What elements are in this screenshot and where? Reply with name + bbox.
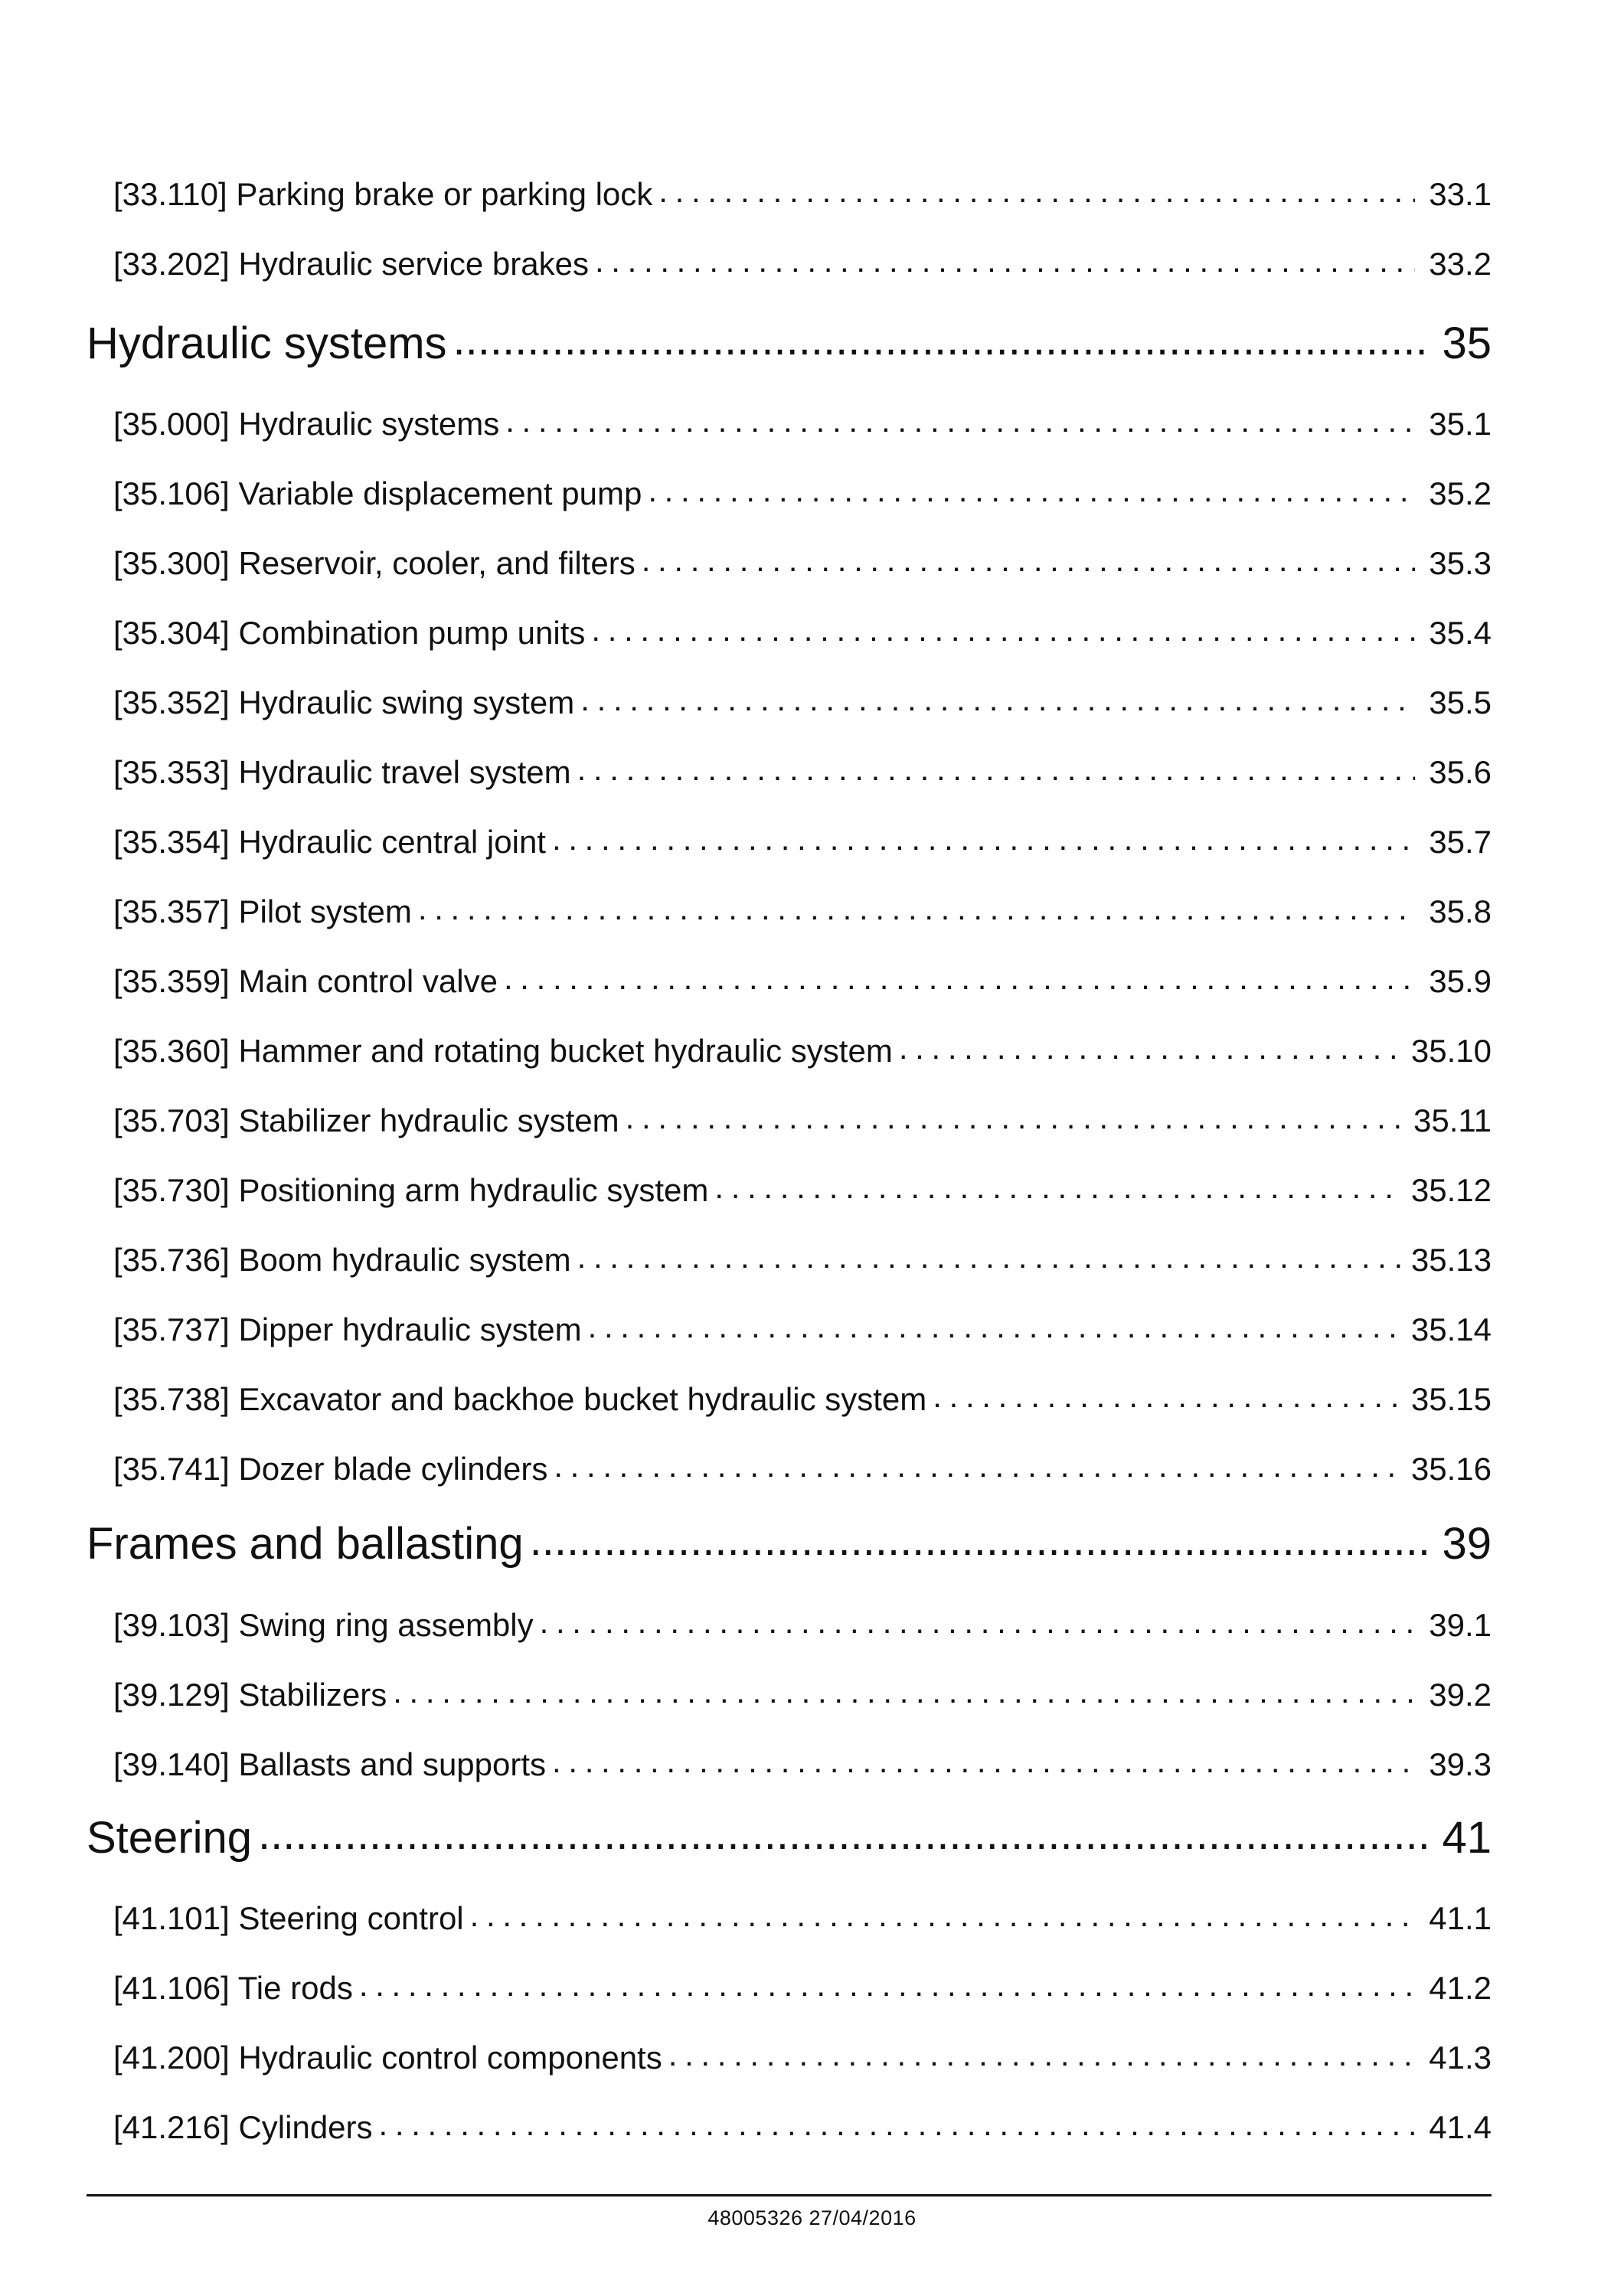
toc-entry-35-738[interactable] xyxy=(113,1378,1492,1424)
dot-leader xyxy=(626,1099,1406,1132)
toc-section-label: Frames and ballasting xyxy=(87,1519,524,1569)
dot-leader xyxy=(899,1030,1403,1062)
dot-leader xyxy=(379,2106,1415,2138)
toc-entry-33-110[interactable] xyxy=(113,173,1492,219)
toc-entry-label: [35.741] Dozer blade cylinders xyxy=(113,1451,548,1487)
toc-entry-page: 33.2 xyxy=(1429,246,1492,282)
toc-section-frames-and-ballasting[interactable] xyxy=(87,1514,1492,1576)
toc-entry-page: 35.11 xyxy=(1413,1102,1492,1138)
toc-entry-label: [35.354] Hydraulic central joint xyxy=(113,824,546,860)
dot-leader xyxy=(933,1378,1403,1410)
toc-entry-35-360[interactable] xyxy=(113,1030,1492,1076)
toc-entry-label: [41.216] Cylinders xyxy=(113,2109,373,2145)
toc-section-steering[interactable] xyxy=(87,1808,1492,1870)
dot-leader xyxy=(588,1308,1403,1341)
dot-leader xyxy=(530,1514,1430,1559)
toc-entry-page: 35.5 xyxy=(1429,684,1492,720)
toc-entry-39-129[interactable] xyxy=(113,1674,1492,1720)
toc-entry-label: [35.304] Combination pump units xyxy=(113,615,586,651)
toc-entry-35-737[interactable] xyxy=(113,1308,1492,1354)
toc-entry-label: [39.103] Swing ring assembly xyxy=(113,1607,534,1643)
toc-entry-label: [35.736] Boom hydraulic system xyxy=(113,1242,571,1278)
dot-leader xyxy=(418,890,1415,923)
toc-entry-label: [33.110] Parking brake or parking lock xyxy=(113,176,653,212)
toc-entry-41-216[interactable] xyxy=(113,2106,1492,2152)
dot-leader xyxy=(554,1448,1403,1480)
toc-entry-page: 35.7 xyxy=(1429,824,1492,860)
toc-entry-label: [33.202] Hydraulic service brakes xyxy=(113,246,589,282)
toc-entry-35-304[interactable] xyxy=(113,612,1492,658)
toc-entry-35-741[interactable] xyxy=(113,1448,1492,1494)
toc-entry-label: [35.000] Hydraulic systems xyxy=(113,406,500,442)
toc-entry-page: 35.12 xyxy=(1410,1172,1492,1208)
dot-leader xyxy=(577,751,1415,783)
dot-leader xyxy=(642,542,1415,574)
toc-entry-page: 39.1 xyxy=(1429,1607,1492,1643)
toc-section-page: 41 xyxy=(1442,1813,1492,1863)
dot-leader xyxy=(505,403,1415,435)
toc-section-page: 39 xyxy=(1442,1519,1492,1569)
toc-entry-page: 41.3 xyxy=(1429,2040,1492,2076)
toc-entry-label: [35.359] Main control valve xyxy=(113,963,498,999)
dot-leader xyxy=(577,1239,1403,1271)
toc-entry-35-352[interactable] xyxy=(113,681,1492,727)
toc-entry-page: 41.4 xyxy=(1429,2109,1492,2145)
toc-entry-35-353[interactable] xyxy=(113,751,1492,797)
toc-entry-35-354[interactable] xyxy=(113,821,1492,867)
toc-section-page: 35 xyxy=(1442,318,1492,368)
toc-entry-35-736[interactable] xyxy=(113,1239,1492,1285)
toc-entry-label: [35.357] Pilot system xyxy=(113,893,412,929)
dot-leader xyxy=(658,173,1415,205)
toc-entry-label: [41.200] Hydraulic control components xyxy=(113,2040,662,2076)
toc-entry-page: 35.15 xyxy=(1410,1381,1492,1417)
toc-entry-label: [35.352] Hydraulic swing system xyxy=(113,684,575,720)
toc-entry-35-730[interactable] xyxy=(113,1169,1492,1215)
toc-entry-35-359[interactable] xyxy=(113,960,1492,1006)
toc-entry-label: [35.106] Variable displacement pump xyxy=(113,475,642,511)
toc-entry-page: 35.6 xyxy=(1429,754,1492,790)
toc-entry-33-202[interactable] xyxy=(113,243,1492,289)
toc-entry-41-200[interactable] xyxy=(113,2036,1492,2082)
dot-leader xyxy=(504,960,1415,992)
toc-entry-page: 35.1 xyxy=(1429,406,1492,442)
toc-entry-page: 39.3 xyxy=(1429,1746,1492,1782)
toc-entry-page: 41.1 xyxy=(1429,1900,1492,1936)
toc-entry-page: 35.14 xyxy=(1410,1311,1492,1347)
toc-entry-page: 35.16 xyxy=(1410,1451,1492,1487)
toc-entry-label: [39.129] Stabilizers xyxy=(113,1677,387,1713)
toc-entry-label: [35.703] Stabilizer hydraulic system xyxy=(113,1102,619,1138)
toc-entry-page: 35.3 xyxy=(1429,545,1492,581)
toc-entry-label: [35.300] Reservoir, cooler, and filters xyxy=(113,545,636,581)
dot-leader xyxy=(648,472,1415,505)
toc-entry-page: 41.2 xyxy=(1429,1970,1492,2006)
toc-entry-41-106[interactable] xyxy=(113,1967,1492,2013)
dot-leader xyxy=(258,1808,1430,1853)
toc-section-label: Steering xyxy=(87,1813,253,1863)
dot-leader xyxy=(552,1743,1415,1775)
toc-section-label: Hydraulic systems xyxy=(87,318,447,368)
dot-leader xyxy=(359,1967,1415,1999)
toc-entry-35-000[interactable] xyxy=(113,403,1492,449)
toc-entry-label: [35.353] Hydraulic travel system xyxy=(113,754,571,790)
dot-leader xyxy=(595,243,1415,275)
toc-entry-page: 35.13 xyxy=(1410,1242,1492,1278)
toc-entry-label: [35.738] Excavator and backhoe bucket hydraulic system xyxy=(113,1381,927,1417)
toc-entry-39-140[interactable] xyxy=(113,1743,1492,1789)
toc-entry-page: 35.8 xyxy=(1429,893,1492,929)
footer-doc-id: 48005326 27/04/2016 xyxy=(707,2206,917,2229)
dot-leader xyxy=(591,612,1415,644)
toc-entry-39-103[interactable] xyxy=(113,1604,1492,1650)
toc-entry-35-300[interactable] xyxy=(113,542,1492,588)
dot-leader xyxy=(714,1169,1403,1201)
toc-entry-label: [41.106] Tie rods xyxy=(113,1970,353,2006)
toc-entry-41-101[interactable] xyxy=(113,1897,1492,1943)
toc-entry-page: 35.10 xyxy=(1410,1033,1492,1069)
toc-entry-page: 35.4 xyxy=(1429,615,1492,651)
dot-leader xyxy=(393,1674,1415,1706)
toc-entry-label: [35.737] Dipper hydraulic system xyxy=(113,1311,582,1347)
toc-entry-page: 39.2 xyxy=(1429,1677,1492,1713)
dot-leader xyxy=(580,681,1415,714)
footer-rule xyxy=(87,2194,1492,2196)
toc-entry-label: [41.101] Steering control xyxy=(113,1900,464,1936)
toc-entry-35-106[interactable] xyxy=(113,472,1492,518)
toc-entry-label: [35.730] Positioning arm hydraulic system xyxy=(113,1172,709,1208)
dot-leader xyxy=(552,821,1415,853)
toc-section-hydraulic-systems[interactable] xyxy=(87,314,1492,375)
dot-leader xyxy=(470,1897,1415,1929)
toc-entry-page: 35.2 xyxy=(1429,475,1492,511)
toc-entry-35-357[interactable] xyxy=(113,890,1492,936)
dot-leader xyxy=(540,1604,1415,1636)
toc-entry-page: 35.9 xyxy=(1429,963,1492,999)
dot-leader xyxy=(668,2036,1415,2069)
toc-entry-label: [35.360] Hammer and rotating bucket hydraulic system xyxy=(113,1033,893,1069)
toc-entry-35-703[interactable] xyxy=(113,1099,1492,1145)
toc-entry-label: [39.140] Ballasts and supports xyxy=(113,1746,547,1782)
toc-entry-page: 33.1 xyxy=(1429,176,1492,212)
dot-leader xyxy=(453,314,1430,358)
